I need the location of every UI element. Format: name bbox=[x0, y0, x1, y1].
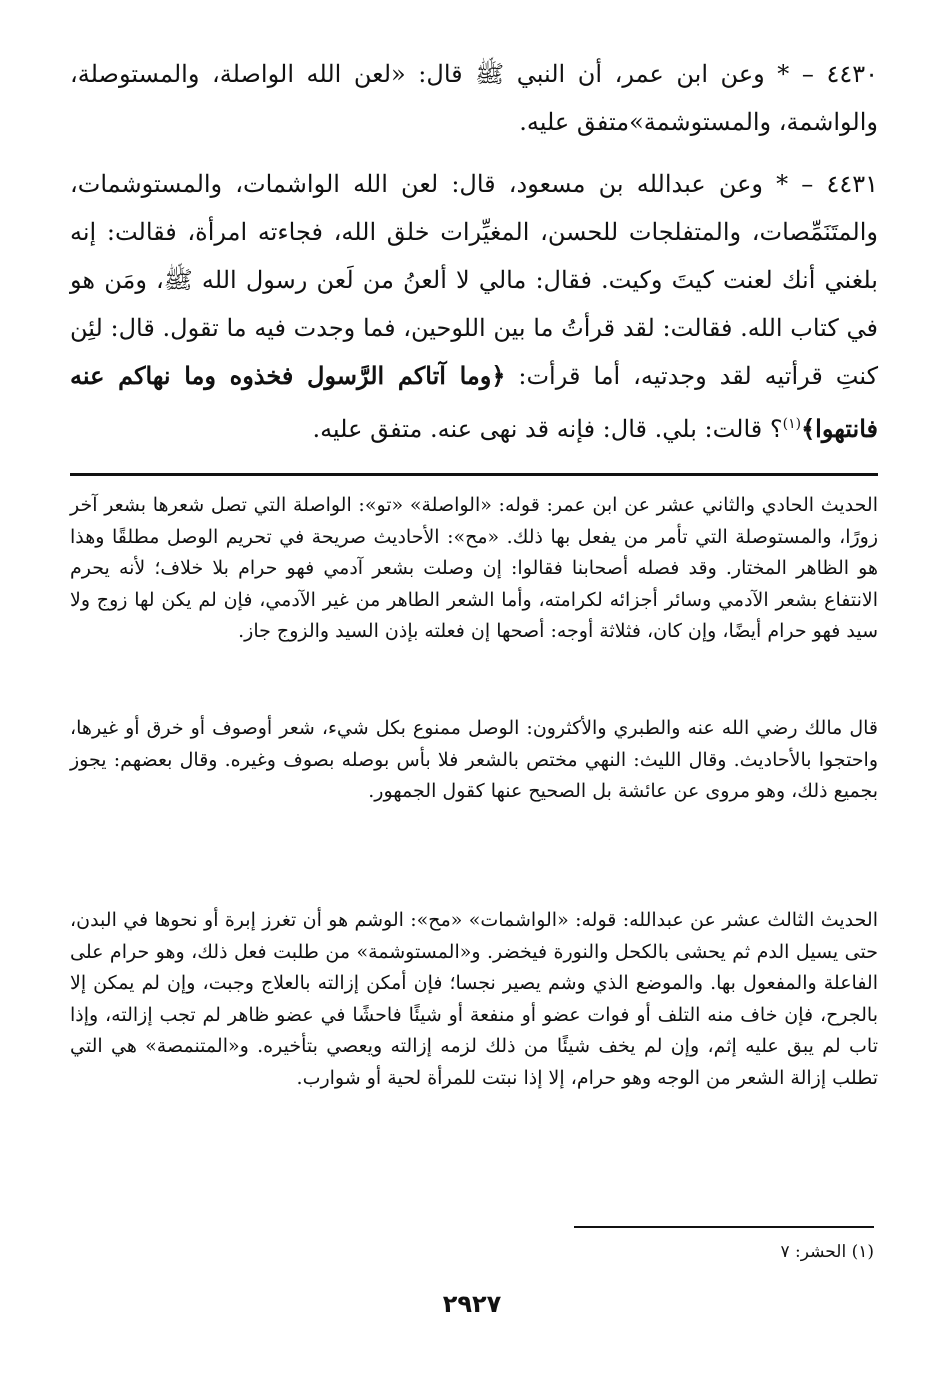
footnote: (١) الحشر: ٧ bbox=[780, 1242, 874, 1262]
hadith-number: ٤٤٣٠ bbox=[826, 60, 878, 88]
hadith-text: – * وعن ابن عمر، أن النبي ﷺ قال: «لعن الله الواصلة، والمستوصلة، والواشمة، والمستوشمة»متفق عليه. bbox=[70, 60, 878, 136]
page-number: ٢٩٢٧ bbox=[442, 1290, 502, 1318]
footnote-marker: (١) bbox=[782, 416, 802, 432]
commentary-paragraph: الحديث الحادي والثاني عشر عن ابن عمر: قوله: «الواصلة» «تو»: الواصلة التي تصل شعرها بشعر آخر زورًا، والمستوصلة التي تأمر من يفعل بها ذلك. «مح»: الأحاديث صريحة في تحريم الوصل مطلقًا وهذا هو الظاهر المختار. وقد فصله أصحابنا فقالوا: إن وصلت بشعر آدمي فهو حرام بلا خلاف؛ لأنه يحرم الانتفاع بشعر الآدمي وسائر أجزائه لكرامته، وأما الشعر الطاهر من غير الآدمي، فإن لم يكن لها زوج ولا سيد فهو حرام أيضًا، وإن كان، فثلاثة أوجه: أصحها إن فعلته بإذن السيد والزوج جاز. bbox=[70, 494, 878, 642]
hadith-4430 bbox=[70, 50, 878, 146]
hadith-4431 bbox=[70, 160, 878, 453]
footnote-separator bbox=[574, 1226, 874, 1228]
hadith-number: ٤٤٣١ bbox=[826, 170, 878, 198]
quran-verse: ﴿وما آتاكم الرَّسول فخذوه وما نهاكم عنه فانتهوا﴾ bbox=[70, 361, 878, 443]
hadith-text-end: ؟ قالت: بلي. قال: فإنه قد نهى عنه. متفق عليه. bbox=[312, 415, 783, 443]
commentary-paragraph: قال مالك رضي الله عنه والطبري والأكثرون: الوصل ممنوع بكل شيء، شعر أوصوف أو خرق أو غيرها، واحتجوا بالأحاديث. وقال الليث: النهي مختص بالشعر فلا بأس بوصله بصوف وغيره. وقال بعضهم: يجوز بجميع ذلك، وهو مروى عن عائشة بل الصحيح عنها كقول الجمهور. bbox=[70, 717, 878, 802]
commentary-paragraph: الحديث الثالث عشر عن عبدالله: قوله: «الواشمات» «مح»: الوشم هو أن تغرز إبرة أو نحوها في البدن، حتى يسيل الدم ثم يحشى بالكحل والنورة فيخضر. و«المستوشمة» من طلبت فعل ذلك، وهو حرام على الفاعلة والمفعول بها. والموضع الذي وشم يصير نجسا؛ فإن أمكن إزالته بالعلاج وجبت، وإن لم يمكن إلا بالجرح، فإن خاف منه التلف أو فوات عضو أو منفعة أو شيئًا فاحشًا في عضو ظاهر لم تجب إزالته، وإذا تاب لم يبق عليه إثم، وإن لم يخف شيئًا من ذلك لزمه إزالته ويعصي بتأخيره. و«المتنمصة» هي التي تطلب إزالة الشعر من الوجه وهو حرام، إلا إذا نبتت للمرأة لحية أو شوارب. bbox=[70, 909, 878, 1089]
main-separator bbox=[70, 473, 878, 476]
hadith-text: – * وعن عبدالله بن مسعود، قال: لعن الله الواشمات، والمستوشمات، والمتَنَمِّصات، والمتفلجات للحسن، المغيِّرات خلق الله، فجاءته امرأة، فقالت: إنه بلغني أنك لعنت كيتَ وكيت. فقال: مالي لا ألعنُ من لَعن رسول الله ﷺ، ومَن هو في كتاب الله. فقالت: لقد قرأتُ ما بين اللوحين، فما وجدت فيه ما تقول. قال: لئِن كنتِ قرأتيه لقد وجدتيه، أما قرأت: bbox=[70, 170, 878, 390]
